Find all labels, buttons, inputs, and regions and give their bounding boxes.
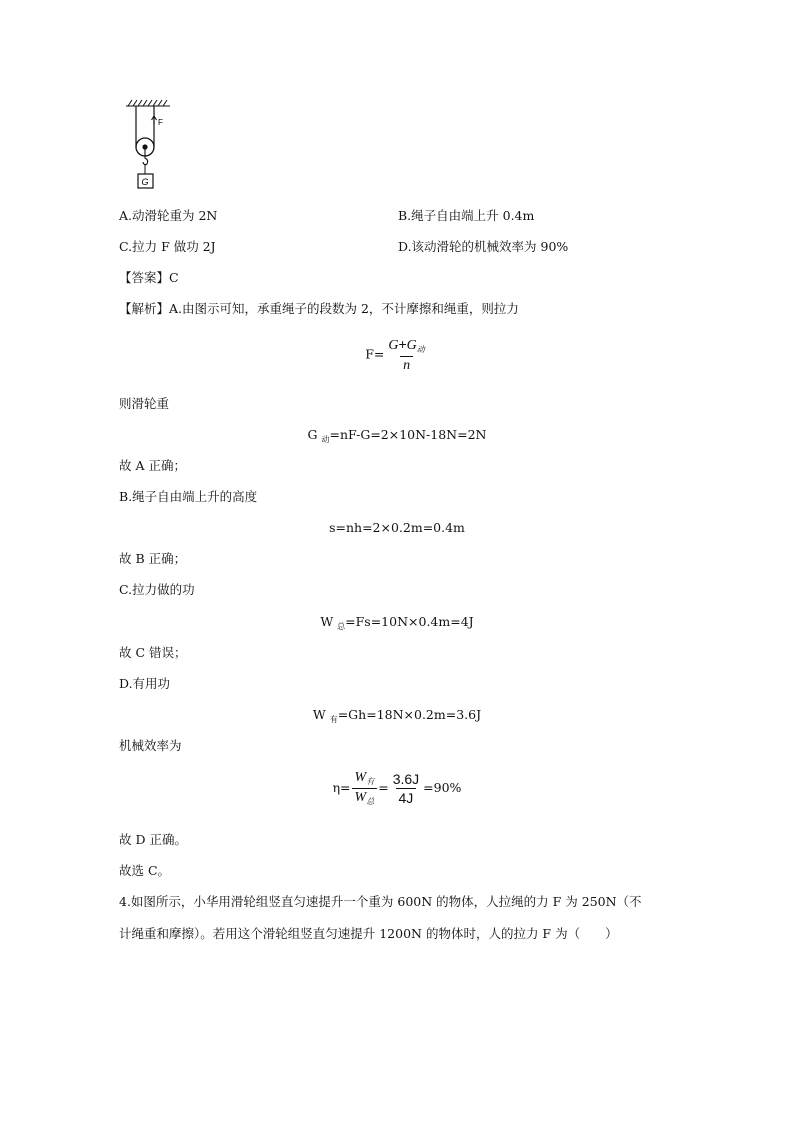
question-4-line-2: 计绳重和摩擦）。若用这个滑轮组竖直匀速提升 1200N 的物体时，人的拉力 F 为（ ）: [119, 926, 618, 941]
eq-c: W $_总$=Fs=10N×0.4m=4J: [320, 614, 474, 631]
question-4-line-1: 4.如图所示，小华用滑轮组竖直匀速提升一个重为 600N 的物体，人拉绳的力 F 为 250N（不: [119, 894, 642, 909]
text-d: D.有用功: [119, 676, 171, 691]
ceiling-hatch: [126, 100, 170, 106]
pulley-axle: [142, 144, 147, 149]
force-arrow-icon: [152, 116, 157, 124]
eq-d: W $_有$=Gh=18N×0.2m=3.6J: [312, 707, 482, 724]
eq-pulley-weight: G $_动$=nF-G=2×10N-18N=2N: [307, 427, 487, 444]
pulley-diagram: [118, 98, 178, 198]
conclusion-b: 故 B 正确；: [119, 551, 187, 566]
conclusion-c: 故 C 错误；: [119, 645, 187, 660]
option-b: B.绳子自由端上升 0.4m: [398, 208, 535, 223]
option-a: A.动滑轮重为 2N: [119, 208, 218, 223]
analysis-intro: 【解析】A.由图示可知，承重绳子的段数为 2，不计摩擦和绳重，则拉力: [119, 301, 519, 316]
weight-label: G: [141, 177, 149, 187]
text-pulley-weight: 则滑轮重: [119, 396, 170, 411]
option-d: D.该动滑轮的机械效率为 90%: [398, 239, 569, 254]
conclusion-d: 故 D 正确。: [119, 832, 187, 847]
pulley-hook: [143, 149, 148, 165]
text-efficiency: 机械效率为: [119, 738, 182, 753]
conclusion-a: 故 A 正确；: [119, 458, 186, 473]
formula-force: F= $\frac{G+G_动}{n}$: [0, 336, 794, 374]
eq-efficiency: η= $\frac{W_有}{W_总}$ = $\frac{3.6J}{4J}$ =90%: [332, 770, 462, 806]
text-b: B.绳子自由端上升的高度: [119, 489, 258, 504]
eq-b: s=nh=2×0.2m=0.4m: [329, 520, 465, 535]
final-choice: 故选 C。: [119, 863, 171, 878]
answer-line: 【答案】C: [119, 270, 179, 285]
formula-force-numerator: $G+G_动$: [388, 336, 425, 354]
force-label: F: [158, 118, 163, 127]
text-c: C.拉力做的功: [119, 582, 195, 597]
formula-force-denominator: n: [400, 356, 413, 374]
option-c: C.拉力 F 做功 2J: [119, 239, 216, 254]
